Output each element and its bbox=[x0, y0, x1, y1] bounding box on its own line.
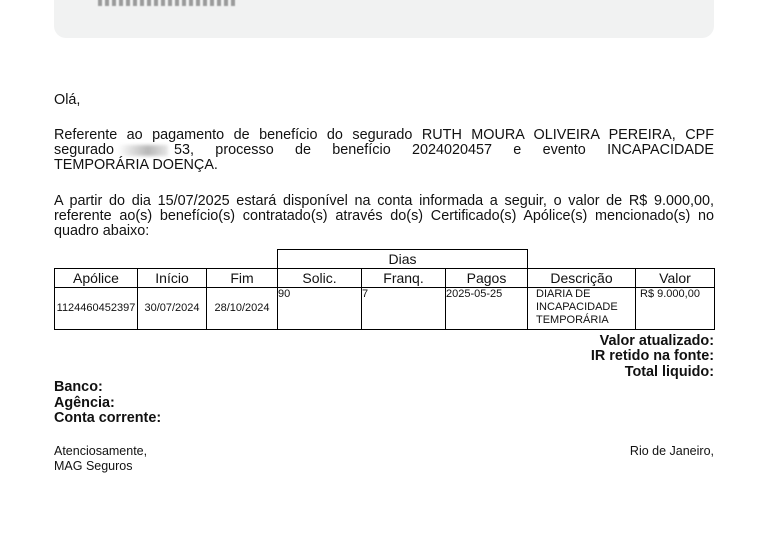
availability-line-3: quadro abaixo: bbox=[54, 223, 150, 239]
valor-atualizado-label: Valor atualizado: bbox=[599, 333, 714, 349]
greeting: Olá, bbox=[54, 92, 81, 108]
availability-line-2: referente ao(s) benefício(s) contratado(s) através do(s) Certificado(s) Apólice(s) mencionado(s) no bbox=[54, 208, 714, 224]
benefit-line-2 bbox=[54, 143, 714, 158]
availability-line-1: A partir do dia 15/07/2025 estará disponível na conta informada a seguir, o valor de R$ 9.000,00, bbox=[54, 193, 714, 209]
benefit-line-3: TEMPORÁRIA DOENÇA. bbox=[54, 157, 218, 173]
col-franq: Franq. bbox=[362, 269, 446, 288]
col-fim: Fim bbox=[207, 269, 278, 288]
cell-apolice: 1124460452397 bbox=[55, 288, 138, 330]
agencia-label: Agência: bbox=[54, 395, 115, 411]
column-header-row bbox=[55, 269, 715, 288]
conta-corrente-label: Conta corrente: bbox=[54, 410, 162, 426]
cell-fim: 28/10/2024 bbox=[207, 288, 278, 330]
place-text: Rio de Janeiro, bbox=[629, 444, 714, 458]
process-text: 53, processo de benefício 2024020457 e evento INCAPACIDADE bbox=[174, 142, 714, 158]
total-liquido-label: Total liquido: bbox=[624, 364, 714, 380]
col-descricao: Descrição bbox=[528, 269, 636, 288]
col-solic: Solic. bbox=[278, 269, 362, 288]
cell-franq: 7 bbox=[362, 288, 446, 330]
descricao-line: TEMPORÁRIA bbox=[536, 314, 609, 326]
cell-descricao bbox=[528, 288, 636, 330]
col-apolice: Apólice bbox=[55, 269, 138, 288]
group-header-row bbox=[55, 250, 715, 269]
cell-solic: 90 bbox=[278, 288, 362, 330]
redacted-cpf bbox=[118, 145, 168, 156]
dias-header: Dias bbox=[278, 250, 528, 269]
ir-retido-label: IR retido na fonte: bbox=[590, 348, 714, 364]
benefit-line-1: Referente ao pagamento de benefício do segurado RUTH MOURA OLIVEIRA PEREIRA, CPF bbox=[54, 127, 714, 143]
segurado-label: segurado bbox=[54, 142, 115, 158]
benefit-table bbox=[54, 249, 715, 330]
cell-inicio: 30/07/2024 bbox=[138, 288, 207, 330]
cell-valor: R$ 9.000,00 bbox=[636, 288, 715, 330]
col-valor: Valor bbox=[636, 269, 715, 288]
company-name: MAG Seguros bbox=[54, 459, 133, 473]
header-logo bbox=[98, 0, 238, 6]
descricao-line: INCAPACIDADE bbox=[536, 301, 618, 313]
col-pagos: Pagos bbox=[446, 269, 528, 288]
regards-text: Atenciosamente, bbox=[54, 444, 148, 458]
cell-pagos: 2025-05-25 bbox=[446, 288, 528, 330]
descricao-line: DIARIA DE bbox=[536, 288, 591, 300]
table-row bbox=[55, 288, 715, 330]
banco-label: Banco: bbox=[54, 379, 103, 395]
col-inicio: Início bbox=[138, 269, 207, 288]
